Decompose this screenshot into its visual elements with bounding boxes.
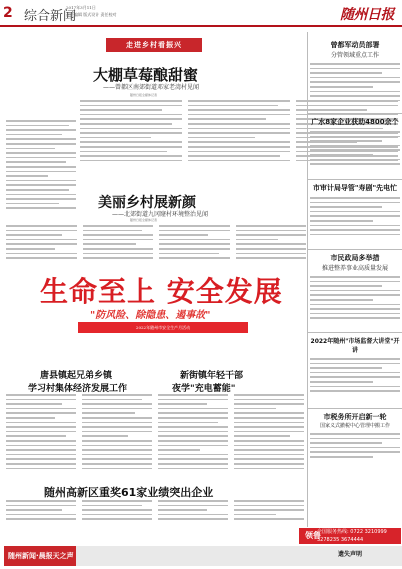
ad-left-text: 随州新闻·晨报天之声	[8, 552, 74, 560]
ad-brand: 领鲁	[305, 530, 321, 540]
right-subhead-1: 分管领域重点工作	[330, 52, 379, 59]
right-rule-5	[308, 408, 402, 409]
right-body-6	[308, 429, 402, 469]
story1-byline: 随州日报全媒体记者	[130, 93, 158, 97]
missing-notice-title: 遗失声明	[338, 551, 363, 558]
lower-body	[6, 394, 304, 480]
right-subhead-6: 国家义式撤税中心管理中搬工作	[319, 423, 390, 429]
safety-poster	[38, 270, 286, 348]
right-rule-3	[308, 249, 402, 250]
story2-body	[6, 225, 306, 265]
lower-story1-subtitle: 学习村集体经济发展工作	[28, 384, 128, 394]
right-headline-3: 市审计局导管"寿剧"先电忙	[312, 184, 398, 192]
right-headline-5: 2022年随州"市场监督大讲堂"开讲	[310, 338, 400, 354]
story2-title: 美丽乡村展新颜	[98, 195, 196, 211]
bottom-headline: 随州高新区重奖61家业绩突出企业	[44, 486, 214, 499]
poster-slogan: "防风险、除隐患、遏事故"	[90, 310, 211, 321]
header-rule	[0, 25, 402, 27]
page-header	[0, 0, 402, 26]
lower-story1-title: 唐县镇起兄弟乡镇	[40, 371, 113, 381]
ad-banner	[4, 546, 76, 566]
page-number: 2	[3, 5, 13, 21]
ad-phone-line1: 全国服务热线: 0722 3210999	[317, 529, 387, 535]
lower-story2-title: 新街镇年轻干部	[180, 371, 244, 381]
section-title: 综合新闻	[24, 9, 77, 24]
right-headline-6: 市税务所开启新一轮	[323, 413, 387, 421]
story2-subtitle: ——北郊街道九冈窿村环境整治见闻	[112, 211, 209, 218]
right-body-2	[308, 127, 402, 179]
poster-band: 2022年随州市安全生产月活动	[78, 322, 248, 333]
right-rule-1	[308, 113, 402, 114]
ad-phone-line2: 3278235 3674444	[317, 537, 364, 543]
bottom-body	[6, 500, 304, 528]
header-editors: 责任编辑 版式设计 责任校对	[66, 12, 117, 17]
right-headline-2: 广水8家企业获助4800余个	[311, 118, 399, 126]
section-banner	[106, 38, 202, 52]
right-body-5	[308, 354, 402, 408]
lower-story2-subtitle: 夜学"充电蓄能"	[172, 384, 236, 394]
right-headline-1: 曾都军动员部署	[330, 41, 380, 49]
header-date: 2017年3月11日	[66, 5, 96, 10]
right-subhead-4: 推进整养事业高质量发展	[321, 265, 388, 272]
banner-text: 走进乡村看振兴	[126, 41, 182, 49]
text-column-left-top	[6, 120, 76, 230]
story1-subtitle: ——曾都区南郊街道邓家老湾村见闻	[103, 84, 200, 91]
right-body-4	[308, 272, 402, 332]
right-body-1	[308, 59, 402, 113]
story1-title: 大棚草莓酿甜蜜	[93, 66, 199, 84]
right-news-column	[308, 32, 402, 527]
right-headline-4: 市民政局多举措	[330, 254, 380, 262]
story2-byline: 随州日报全媒体记者	[130, 218, 158, 222]
right-rule-4	[308, 332, 402, 333]
poster-main-text: 生命至上 安全发展	[40, 275, 283, 308]
right-rule-2	[308, 179, 402, 180]
newspaper-logo: 随州日报	[340, 7, 394, 23]
right-body-3	[308, 193, 402, 249]
